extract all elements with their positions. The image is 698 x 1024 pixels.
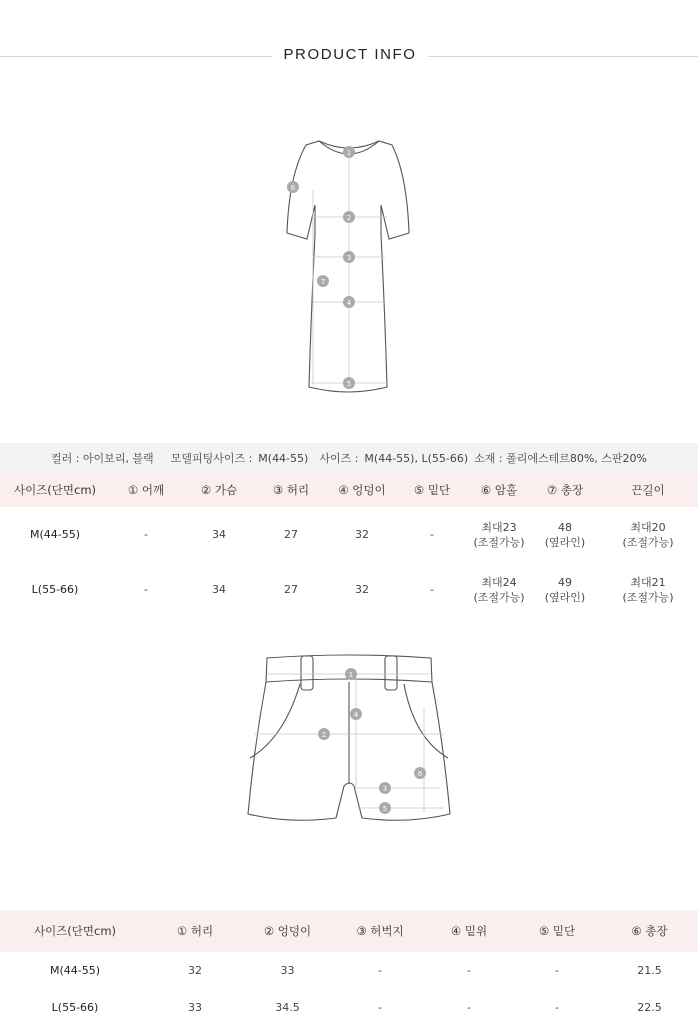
table-row	[0, 562, 698, 617]
cell-length-note: (옆라인)	[544, 590, 586, 604]
product-info-bar	[0, 443, 698, 473]
cell-length	[532, 507, 598, 562]
cell-armhole-note: (조절가능)	[473, 535, 525, 549]
svg-text:6: 6	[417, 770, 423, 778]
header-divider-right	[428, 56, 698, 57]
cell-armhole-note: (조절가능)	[473, 590, 525, 604]
svg-text:5: 5	[346, 380, 352, 388]
cell-strap	[598, 507, 698, 562]
cell-thigh: -	[378, 964, 382, 977]
svg-text:1: 1	[346, 149, 352, 157]
cell-strap-value: 최대21	[630, 575, 666, 589]
cell-waist: 27	[284, 528, 298, 541]
marker-7	[317, 275, 329, 287]
marker-6	[414, 767, 426, 779]
svg-text:4: 4	[353, 711, 359, 719]
size-name: L(55-66)	[51, 1001, 99, 1014]
svg-text:4: 4	[346, 299, 352, 307]
cell-hip: 32	[355, 583, 369, 596]
svg-text:2: 2	[321, 731, 327, 739]
header-hip: ④ 엉덩이	[326, 473, 398, 507]
header-hip: ② 엉덩이	[240, 910, 335, 952]
table-row	[0, 507, 698, 562]
svg-text:2: 2	[346, 214, 352, 222]
cell-thigh: -	[378, 1001, 382, 1014]
header-chest: ② 가슴	[182, 473, 256, 507]
cell-strap-note: (조절가능)	[622, 590, 674, 604]
table-row	[0, 989, 698, 1024]
cell-armhole	[466, 507, 532, 562]
header-shoulder: ① 어깨	[110, 473, 182, 507]
cell-chest: 34	[212, 583, 226, 596]
header-size: 사이즈(단면cm)	[0, 910, 150, 952]
dress-illustration	[0, 135, 698, 400]
cell-length-value: 48	[558, 520, 572, 534]
cell-strap-note: (조절가능)	[622, 535, 674, 549]
cell-length: 22.5	[637, 1001, 662, 1014]
section-header	[0, 38, 698, 74]
cell-shoulder: -	[144, 583, 148, 596]
size-name: L(55-66)	[31, 583, 79, 596]
cell-hem: -	[430, 528, 434, 541]
cell-hip: 32	[355, 528, 369, 541]
header-waist: ③ 허리	[256, 473, 326, 507]
header-length: ⑦ 총장	[532, 473, 598, 507]
svg-text:3: 3	[346, 254, 352, 262]
header-armhole: ⑥ 암홀	[466, 473, 532, 507]
cell-waist: 33	[188, 1001, 202, 1014]
cell-armhole-value: 최대24	[481, 575, 517, 589]
cell-hip: 33	[280, 964, 295, 977]
page-title: PRODUCT INFO	[283, 46, 417, 63]
shorts-illustration	[0, 648, 698, 833]
header-divider-left	[0, 56, 272, 57]
color-info: 컬러 : 아이보리, 블랙	[50, 452, 154, 465]
cell-hip: 34.5	[275, 1001, 300, 1014]
svg-text:6: 6	[290, 184, 296, 192]
marker-3	[343, 251, 355, 263]
cell-shoulder: -	[144, 528, 148, 541]
shorts-size-table	[0, 910, 698, 1024]
size-name: M(44-55)	[29, 528, 81, 541]
header-hem: ⑤ 밑단	[398, 473, 466, 507]
header-strap: 끈길이	[598, 473, 698, 507]
cell-waist: 32	[188, 964, 202, 977]
table-header-row	[0, 473, 698, 507]
header-rise: ④ 밑위	[425, 910, 513, 952]
header-thigh: ③ 허벅지	[335, 910, 425, 952]
cell-chest: 34	[212, 528, 226, 541]
marker-1	[343, 146, 355, 158]
header-length: ⑥ 총장	[601, 910, 698, 952]
model-size-value: M(44-55)	[258, 451, 309, 465]
header-size: 사이즈(단면cm)	[0, 473, 110, 507]
header-hem: ⑤ 밑단	[513, 910, 601, 952]
cell-waist: 27	[284, 583, 298, 596]
cell-armhole	[466, 562, 532, 617]
size-name: M(44-55)	[49, 964, 101, 977]
cell-length: 21.5	[637, 964, 662, 977]
svg-text:5: 5	[382, 805, 388, 813]
size-label: 사이즈 :	[319, 452, 359, 465]
svg-text:7: 7	[320, 278, 326, 286]
size-value: M(44-55), L(55-66)	[364, 451, 469, 465]
header-waist: ① 허리	[150, 910, 240, 952]
cell-rise: -	[467, 1001, 471, 1014]
marker-4	[343, 296, 355, 308]
cell-armhole-value: 최대23	[481, 520, 517, 534]
cell-length-value: 49	[558, 575, 572, 589]
marker-3	[379, 782, 391, 794]
svg-text:1: 1	[348, 671, 354, 679]
svg-text:3: 3	[382, 785, 388, 793]
cell-strap	[598, 562, 698, 617]
marker-5	[379, 802, 391, 814]
cell-length-note: (옆라인)	[544, 535, 586, 549]
marker-2	[318, 728, 330, 740]
table-header-row	[0, 910, 698, 952]
cell-length	[532, 562, 598, 617]
marker-1	[345, 668, 357, 680]
table-row	[0, 952, 698, 989]
cell-strap-value: 최대20	[630, 520, 666, 534]
dress-size-table	[0, 473, 698, 617]
marker-2	[343, 211, 355, 223]
cell-hem: -	[430, 583, 434, 596]
cell-hem: -	[555, 964, 559, 977]
cell-hem: -	[555, 1001, 559, 1014]
marker-4	[350, 708, 362, 720]
cell-rise: -	[467, 964, 471, 977]
model-size-label: 모델피팅사이즈 :	[170, 452, 253, 465]
material-info: 소재 : 폴리에스테르80%, 스판20%	[474, 452, 647, 465]
marker-6	[287, 181, 299, 193]
marker-5	[343, 377, 355, 389]
